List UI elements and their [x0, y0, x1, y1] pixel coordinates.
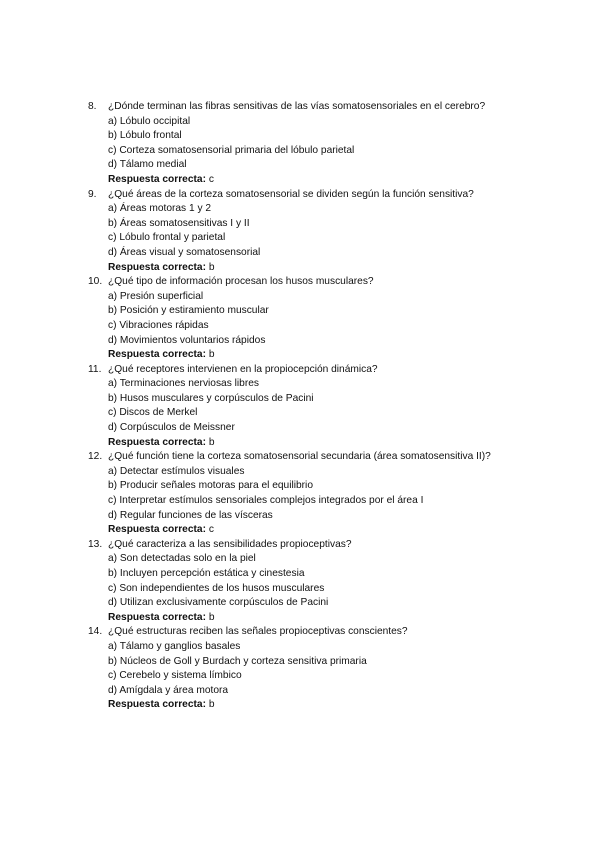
- answer-option: b) Núcleos de Goll y Burdach y corteza sensitiva primaria: [108, 655, 367, 667]
- question-number: 13.: [88, 538, 103, 550]
- question-line: [88, 538, 568, 553]
- question-number: 12.: [88, 451, 103, 463]
- correct-answer-label: Respuesta correcta:: [108, 611, 206, 623]
- option-list: [88, 640, 568, 698]
- option-list: [88, 290, 568, 348]
- question-text: ¿Qué tipo de información procesan los husos musculares?: [108, 276, 374, 288]
- answer-option: a) Áreas motoras 1 y 2: [108, 203, 212, 215]
- answer-option: a) Terminaciones nerviosas libres: [108, 378, 259, 390]
- correct-answer-label: Respuesta correcta:: [108, 261, 206, 273]
- answer-option: c) Son independientes de los husos musculares: [108, 582, 325, 594]
- option-list: [88, 465, 568, 523]
- correct-answer: [88, 436, 568, 451]
- answer-option: c) Cerebelo y sistema límbico: [108, 670, 242, 682]
- question-text: ¿Qué caracteriza a las sensibilidades propioceptivas?: [108, 538, 352, 550]
- correct-answer-label: Respuesta correcta:: [108, 349, 206, 361]
- question-number: 11.: [88, 363, 102, 375]
- option-list: [88, 377, 568, 435]
- correct-answer-label: Respuesta correcta:: [108, 699, 206, 711]
- correct-answer: [88, 261, 568, 276]
- question-text: ¿Qué estructuras reciben las señales propioceptivas conscientes?: [108, 626, 408, 638]
- answer-option: d) Áreas visual y somatosensorial: [108, 246, 261, 258]
- answer-option: c) Discos de Merkel: [108, 407, 198, 419]
- option-list: [88, 115, 568, 173]
- question-line: [88, 450, 568, 465]
- correct-answer: [88, 698, 568, 713]
- question-item: [88, 363, 568, 451]
- question-number: 8.: [88, 101, 97, 112]
- answer-option: b) Incluyen percepción estática y cinestesia: [108, 568, 305, 579]
- answer-option: b) Husos musculares y corpúsculos de Pacini: [108, 392, 314, 404]
- answer-option: b) Áreas somatosensitivas I y II: [108, 217, 250, 229]
- answer-option: a) Detectar estímulos visuales: [108, 465, 245, 477]
- answer-option: d) Corpúsculos de Meissner: [108, 422, 235, 434]
- answer-option: b) Producir señales motoras para el equilibrio: [108, 480, 313, 492]
- question-list: [88, 100, 568, 713]
- question-text: ¿Dónde terminan las fibras sensitivas de las vías somatosensoriales en el cerebro?: [108, 101, 486, 112]
- correct-answer-label: Respuesta correcta:: [108, 436, 206, 448]
- question-line: [88, 363, 568, 378]
- answer-option: c) Lóbulo frontal y parietal: [108, 232, 226, 244]
- answer-option: c) Interpretar estímulos sensoriales complejos integrados por el área I: [108, 495, 424, 507]
- question-item: [88, 100, 568, 188]
- question-text: ¿Qué función tiene la corteza somatosensorial secundaria (área somatosensitiva II)?: [108, 451, 491, 463]
- question-item: [88, 625, 568, 713]
- correct-answer-value: b: [208, 261, 215, 273]
- correct-answer: [88, 611, 568, 626]
- option-list: [88, 552, 568, 610]
- answer-option: a) Tálamo y ganglios basales: [108, 640, 241, 652]
- question-item: [88, 538, 568, 626]
- question-number: 10.: [88, 276, 103, 288]
- correct-answer: [88, 523, 568, 538]
- answer-option: c) Corteza somatosensorial primaria del lóbulo parietal: [108, 144, 355, 156]
- answer-option: d) Amígdala y área motora: [108, 684, 229, 696]
- answer-option: a) Son detectadas solo en la piel: [108, 553, 256, 565]
- question-text: ¿Qué receptores intervienen en la propiocepción dinámica?: [108, 363, 378, 375]
- answer-option: d) Tálamo medial: [108, 159, 187, 171]
- question-item: [88, 275, 568, 363]
- answer-option: d) Utilizan exclusivamente corpúsculos de Pacini: [108, 597, 329, 609]
- answer-option: a) Lóbulo occipital: [108, 115, 191, 127]
- question-item: [88, 188, 568, 276]
- correct-answer-value: c: [208, 173, 214, 185]
- correct-answer-value: c: [208, 524, 214, 536]
- question-line: [88, 275, 568, 290]
- correct-answer-value: b: [208, 349, 215, 361]
- correct-answer: [88, 348, 568, 363]
- correct-answer-label: Respuesta correcta:: [108, 173, 206, 185]
- answer-option: d) Movimientos voluntarios rápidos: [108, 334, 266, 346]
- question-number: 9.: [88, 188, 97, 200]
- answer-option: a) Presión superficial: [108, 290, 204, 302]
- answer-option: c) Vibraciones rápidas: [108, 319, 209, 331]
- correct-answer: [88, 173, 568, 188]
- question-text: ¿Qué áreas de la corteza somatosensorial se dividen según la función sensitiva?: [108, 188, 474, 200]
- question-line: [88, 100, 568, 115]
- answer-option: d) Regular funciones de las vísceras: [108, 509, 273, 521]
- question-item: [88, 450, 568, 538]
- correct-answer-label: Respuesta correcta:: [108, 524, 206, 536]
- correct-answer-value: b: [208, 699, 215, 711]
- question-number: 14.: [88, 626, 103, 638]
- answer-option: b) Lóbulo frontal: [108, 130, 182, 142]
- correct-answer-value: b: [208, 611, 215, 623]
- correct-answer-value: b: [208, 436, 215, 448]
- answer-option: b) Posición y estiramiento muscular: [108, 305, 269, 317]
- question-line: [88, 188, 568, 203]
- question-line: [88, 625, 568, 640]
- option-list: [88, 202, 568, 260]
